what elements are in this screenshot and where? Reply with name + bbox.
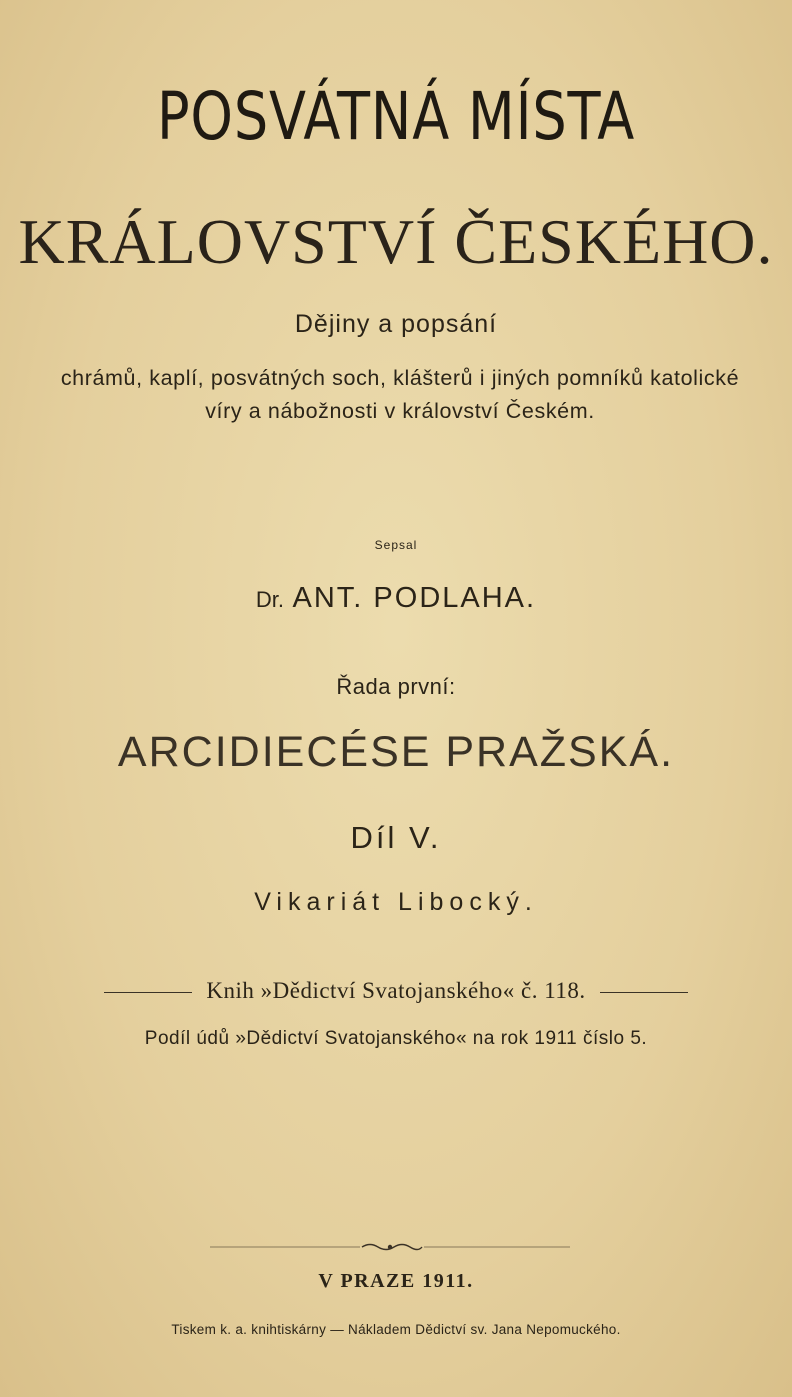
archdiocese-title: ARCIDIECÉSE PRAŽSKÁ.: [117, 728, 675, 776]
title-line-1: POSVÁTNÁ MÍSTA: [156, 78, 636, 155]
book-series-line: [0, 978, 792, 1004]
title-line-2: KRÁLOVSTVÍ ČESKÉHO.: [18, 206, 774, 277]
ornament-divider-icon: [210, 1241, 570, 1253]
volume-label: Díl V.: [350, 820, 442, 855]
description: chrámů, kaplí, posvátných soch, klášterů i jiných pomníků katolické víry a nábožnosti v království Českém.: [60, 366, 740, 423]
subtitle: Dějiny a popsání: [294, 310, 498, 338]
author: [0, 582, 792, 615]
printer-line: Tiskem k. a. knihtiskárny — Nákladem Dědictví sv. Jana Nepomuckého.: [171, 1322, 621, 1337]
left-rule: [104, 992, 192, 993]
sepsal-label: Sepsal: [374, 538, 418, 552]
place-year: V PRAZE 1911.: [318, 1270, 474, 1292]
author-prefix: Dr.: [255, 587, 285, 612]
member-share-line: Podíl údů »Dědictví Svatojanského« na rok 1911 číslo 5.: [144, 1028, 648, 1049]
series-label: Řada první:: [336, 674, 456, 699]
author-name: ANT. PODLAHA.: [292, 582, 537, 614]
vicariate-label: Vikariát Libocký.: [254, 888, 538, 916]
right-rule: [600, 992, 688, 993]
book-series-text: Knih »Dědictví Svatojanského« č. 118.: [206, 978, 586, 1003]
